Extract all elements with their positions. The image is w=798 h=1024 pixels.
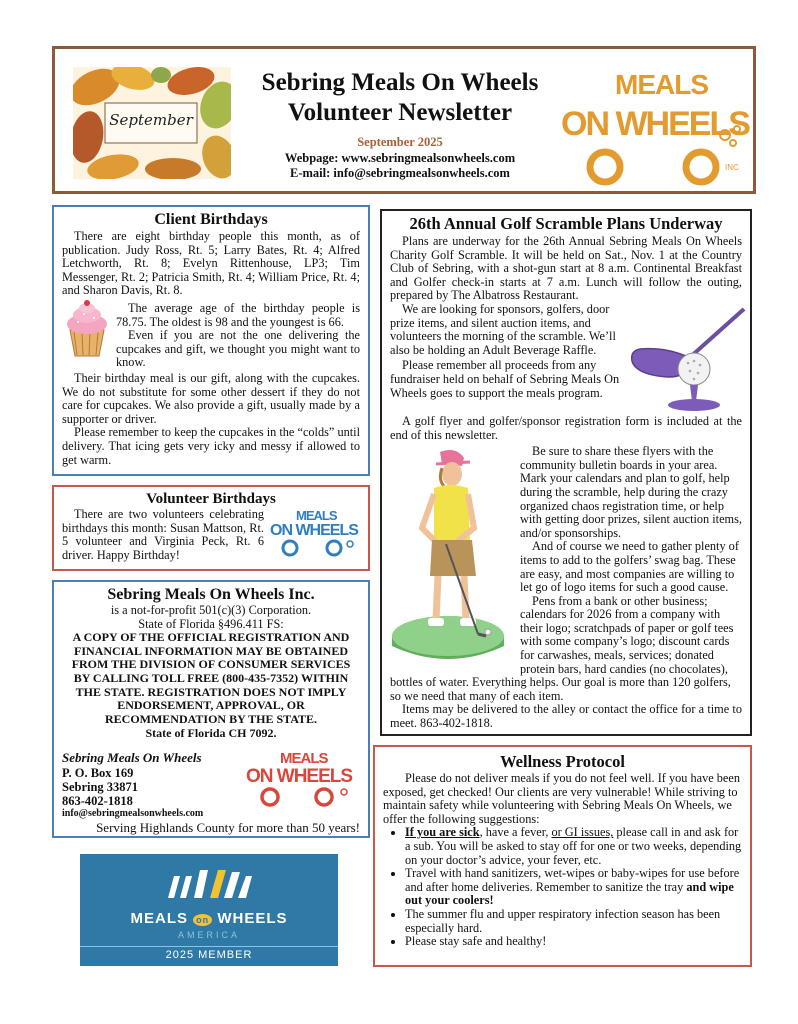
wellness-title: Wellness Protocol <box>500 752 625 771</box>
webpage-link[interactable]: www.sebringmealsonwheels.com <box>341 151 516 165</box>
small-logo-red-wheels: ON WHEELS <box>246 766 353 788</box>
newsletter-date: September 2025 <box>357 135 443 149</box>
meals-on-wheels-logo <box>553 63 749 187</box>
sebring-inc-box <box>52 580 370 838</box>
webpage-line <box>235 151 565 166</box>
golf-p4: A golf flyer and golfer/sponsor registration form is included at the end of this newsletter. <box>390 413 742 442</box>
golf-p9: Items may be delivered to the alley or contact the office for a time to meet. 863-402-1818. <box>390 702 742 731</box>
small-logo-blue-meals: MEALS <box>296 508 337 523</box>
cupcake-icon <box>62 300 112 358</box>
logo-text-meals: MEALS <box>615 69 708 100</box>
volunteer-birthdays-title: Volunteer Birthdays <box>146 491 276 507</box>
client-birthdays-gift: Their birthday meal is our gift, along with the cupcakes. We do not substitute for some other dessert if they do not care for cupcakes. We also provide a gift, usually made by a supporter or driver. <box>62 370 360 426</box>
golf-scramble-box <box>380 209 752 736</box>
registration-notice: A COPY OF THE OFFICIAL REGISTRATION AND FINANCIAL INFORMATION MAY BE OBTAINED FROM THE DIVISION OF CONSUMER SERVICES BY CALLING TOLL FREE (800-435-7352) WITHIN THE STATE. REGISTRATION DOES NOT IMPLY ENDORSEMENT, APPROVAL, OR RECOMMENDATION BY THE STATE. <box>71 630 351 726</box>
golf-p3: Please remember all proceeds from any fundraiser held on behalf of Sebring Meals On Wheels goes to support the meals program. <box>390 358 620 400</box>
wellness-fever: , have a fever, <box>479 825 552 840</box>
mowa-member-year: 2025 MEMBER <box>80 946 338 961</box>
client-birthdays-title: Client Birthdays <box>154 211 268 228</box>
sebring-inc-title: Sebring Meals On Wheels Inc. <box>107 586 315 603</box>
client-birthdays-names: There are eight birthday people this month, as of publication. Judy Ross, Rt. 5; Larry Bates, Rt. 4; Alfred Letchworth, Rt. 8; Evelyn Rittenhouse, LP3; Tim Messenger, Rt. 2; Patricia Smith, Rt. 4; William Price, Rt. 4; and Sharon Davis, Rt. 8. <box>62 229 360 298</box>
wellness-item-sanitize-text: Travel with hand sanitizers, wet-wipes or baby-wipes for use before and after home deliveries. Remember to sanitize the tray <box>405 866 740 894</box>
webpage-label: Webpage: <box>284 151 339 165</box>
wellness-item-flu: • The summer flu and upper respiratory infection season has been especially hard. <box>405 908 742 935</box>
wellness-item-safe: • Please stay safe and healthy! <box>405 935 742 949</box>
newsletter-title-line2: Volunteer Newsletter <box>287 99 513 126</box>
florida-ch: State of Florida CH 7092. <box>145 726 277 741</box>
golf-club-ball-icon <box>628 305 746 415</box>
email-link[interactable]: info@sebringmealsonwheels.com <box>333 166 510 180</box>
golfer-woman-illustration <box>384 444 514 672</box>
mowa-stripes-icon <box>162 864 256 904</box>
contact-org: Sebring Meals On Wheels <box>62 750 202 766</box>
small-logo-red <box>244 750 356 808</box>
client-birthdays-notice: Even if you are not the one delivering the cupcakes and gift, we thought you might want to know. <box>116 328 360 370</box>
logo-text-inc: INC <box>725 163 739 172</box>
small-logo-red-meals: MEALS <box>280 750 328 768</box>
client-birthdays-box <box>52 205 370 476</box>
sebring-inc-nonprofit: is a not-for-profit 501(c)(3) Corporation. <box>110 603 312 617</box>
wellness-if-sick: If you are sick <box>405 825 480 840</box>
mowa-member-badge <box>80 854 338 966</box>
september-leaves-image <box>73 67 231 179</box>
contact-po-box: P. O. Box 169 <box>62 766 134 781</box>
header-box <box>52 46 756 194</box>
wellness-protocol-box <box>373 745 752 967</box>
wellness-intro: Please do not deliver meals if you do not feel well. If you have been exposed, get checked! Our clients are very vulnerable! While striving to maintain safety while volunteering with Sebring Meals On Wheels, we offer the following suggestions: <box>383 771 740 826</box>
email-label: E-mail: <box>290 166 331 180</box>
golf-p2: We are looking for sponsors, golfers, door prize items, and silent auction items, and volunteers the morning of the scramble. We’ll also be holding an Adult Beverage Raffle. <box>390 301 616 357</box>
sebring-inc-statute: State of Florida §496.411 FS: <box>138 616 284 631</box>
golf-p8: Pens from a bank or other business; calendars for 2026 from a company with their logo; scratchpads of paper or golf tees with some company’s logo; discount cards for carwashes, meals, services; donated protein bars, hard candies (no chocolates), bottles of water. Everything helps. Our goal is more than 120 golfers, so we need that many of each item. <box>390 593 734 703</box>
golf-p7: And of course we need to gather plenty of items to add to the golfers’ swag bag. These are easy, and most companies are willing to let go of logo items for such a good cause. <box>520 539 739 595</box>
wellness-list <box>383 826 742 948</box>
golf-p5: Be sure to share these flyers with the community bulletin boards in your area. <box>520 444 718 472</box>
wellness-item-sick <box>405 826 742 867</box>
mowa-on: on <box>193 914 212 926</box>
wellness-item-sanitize-bold: and wipe out your coolers! <box>405 879 734 908</box>
contact-city: Sebring 33871 <box>62 780 139 795</box>
september-script-text: September <box>109 111 193 129</box>
golf-p6: Mark your calendars and plan to golf, help during the scramble, help during the crazy organized chaos registration time, or help with getting door prizes, silent auction items, and/or sponsorships. <box>520 471 742 540</box>
mowa-wheels: WHEELS <box>217 910 288 927</box>
email-line <box>235 166 565 181</box>
contact-phone[interactable]: 863-402-1818 <box>62 794 133 809</box>
serving-line: Serving Highlands County for more than 50 years! <box>96 820 360 836</box>
wellness-gi: or GI issues, <box>551 825 614 840</box>
contact-email[interactable]: info@sebringmealsonwheels.com <box>62 808 204 820</box>
golf-p1: Plans are underway for the 26th Annual Sebring Meals On Wheels Charity Golf Scramble. It will be held on Sat., Nov. 1 at the Country Club of Sebring, with a shot-gun start at 8 a.m. Continental Breakfast and Golfer check-in starts at 7 a.m. Lunch will follow the outing, prepared by The Albatross Restaurant. <box>390 234 742 303</box>
logo-text-on-wheels: ON WHEELS <box>561 105 749 143</box>
small-logo-blue-wheels: ON WHEELS <box>270 522 358 539</box>
client-birthdays-average: The average age of the birthday people is 78.75. The oldest is 98 and the youngest is 66. <box>116 300 360 329</box>
golf-scramble-title: 26th Annual Golf Scramble Plans Underway <box>409 214 723 233</box>
mowa-name <box>80 910 338 927</box>
volunteer-birthdays-text: There are two volunteers celebrating birthdays this month: Susan Mattson, Rt. 5 volunteer and Virginia Peck, Rt. 6 driver. Happy Birthday! <box>62 507 264 562</box>
mowa-meals: MEALS <box>130 910 188 927</box>
client-birthdays-cupcake-care: Please remember to keep the cupcakes in the “colds” until delivery. That icing gets very icky and messy if allowed to get warm. <box>62 425 360 467</box>
wellness-item-sick-rest: please call in and ask for a sub. You will be asked to stay off for one or two weeks, depending on your doctor’s advice, your fever, etc. <box>405 825 742 867</box>
mowa-america: AMERICA <box>177 930 240 940</box>
volunteer-birthdays-box <box>52 485 370 571</box>
small-logo-blue <box>268 508 360 560</box>
newsletter-title-line1: Sebring Meals On Wheels <box>261 69 539 96</box>
wellness-item-sanitize <box>405 867 742 908</box>
